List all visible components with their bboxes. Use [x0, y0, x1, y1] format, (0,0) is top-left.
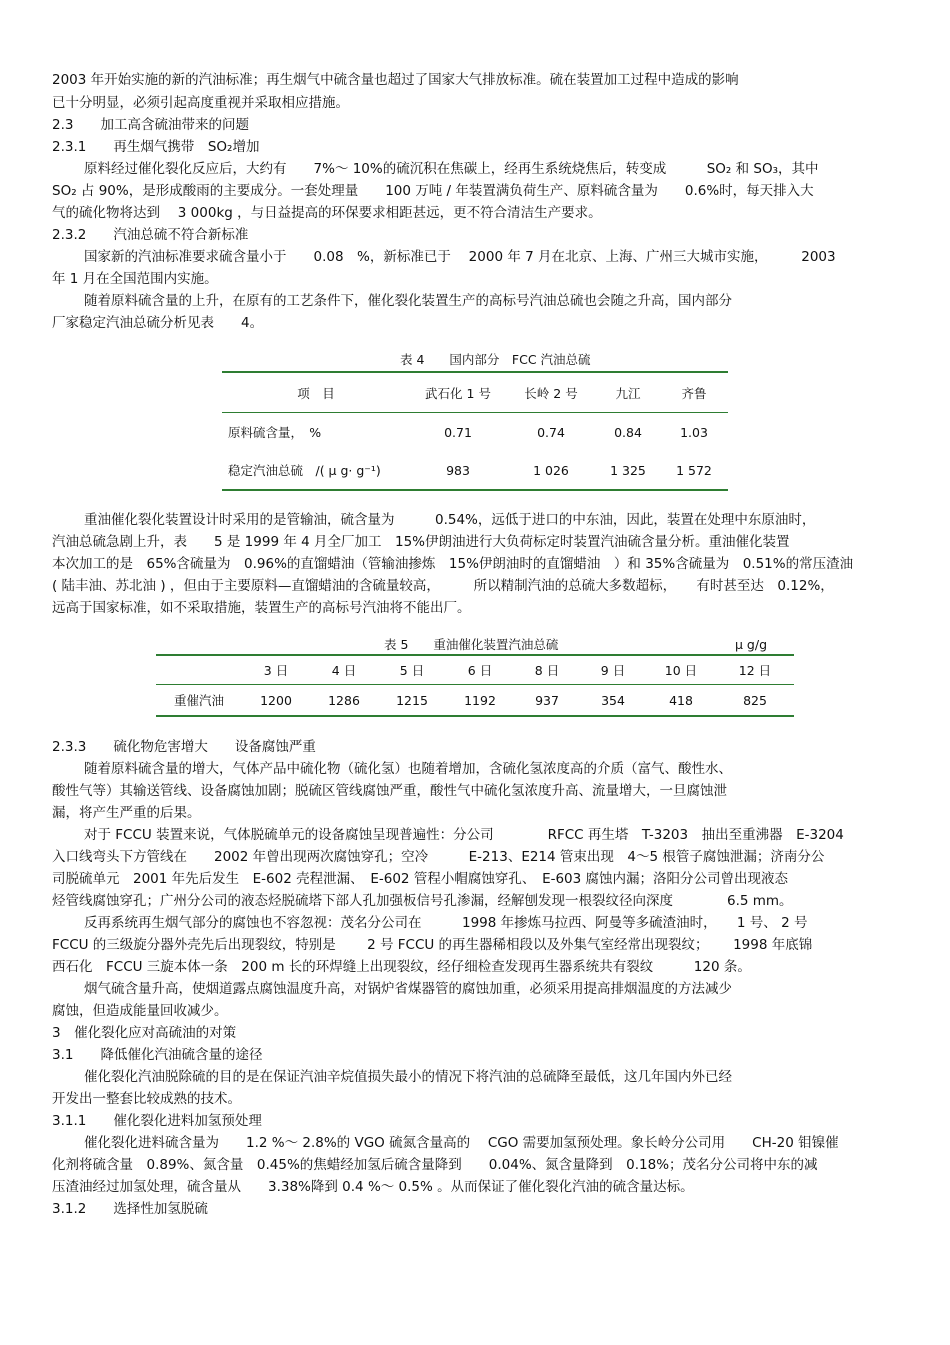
body-line: 腐蚀，但造成能量回收减少。 [52, 1003, 228, 1019]
table-row [222, 413, 728, 452]
table-cell: 1.03 [680, 424, 708, 440]
body-line: 汽油总硫急剧上升，表 5 是 1999 年 4 月全厂加工 15%伊朗油进行大负荷标定时装置汽油硫含量分析。重油催化装置 [52, 534, 790, 550]
table-cell: 1286 [328, 692, 360, 708]
table-cell: 937 [535, 692, 559, 708]
table-header-cell [156, 655, 242, 685]
body-line: 对于 FCCU 装置来说，气体脱硫单元的设备腐蚀呈现普遍性：分公司 RFCC 再生塔 T-3203 抽出至重沸器 E-3204 [84, 827, 844, 843]
table-header-cell: 4 日 [310, 655, 378, 685]
body-line: 气的硫化物将达到 3 000kg ，与日益提高的环保要求相距甚远，更不符合清洁生产要求。 [52, 205, 602, 221]
body-line: 烟气硫含量升高，使烟道露点腐蚀温度升高，对锅炉省煤器管的腐蚀加重，必须采用提高排烟温度的方法减少 [84, 981, 732, 997]
table-cell: 354 [601, 692, 625, 708]
table-cell: 1 572 [676, 462, 712, 478]
body-line: 已十分明显，必须引起高度重视并采取相应措施。 [52, 95, 349, 111]
table5 [156, 654, 794, 717]
table-cell: 825 [743, 692, 767, 708]
table-header-cell: 6 日 [446, 655, 514, 685]
table-cell: 1200 [260, 692, 292, 708]
body-line: 远高于国家标准，如不采取措施，装置生产的高标号汽油将不能出厂。 [52, 600, 471, 616]
body-line: 随着原料硫含量的上升，在原有的工艺条件下，催化裂化装置生产的高标号汽油总硫也会随之升高，国内部分 [84, 293, 732, 309]
body-line: 烃管线腐蚀穿孔；广州分公司的液态烃脱硫塔下部人孔加强板信号孔渗漏，经解刨发现一根裂纹径向深度 6.5 mm。 [52, 893, 793, 909]
table-header-row [222, 372, 728, 413]
table-header-cell: 项 目 [222, 372, 410, 413]
body-line: 西石化 FCCU 三旋本体一条 200 m 长的环焊缝上出现裂纹，经仔细检查发现再生器系统共有裂纹 120 条。 [52, 959, 751, 975]
table-cell: 1 026 [533, 462, 569, 478]
body-line: 本次加工的是 65%含硫量为 0.96%的直馏蜡油（管输油掺炼 15%伊朗油时的直馏蜡油 ）和 35%含硫量为 0.51%的常压渣油 [52, 556, 854, 572]
table-cell: 983 [446, 462, 470, 478]
table-header-cell: 九江 [596, 372, 660, 413]
table-header-cell: 齐鲁 [660, 372, 728, 413]
table5-caption: 表 5 重油催化装置汽油总硫 [384, 637, 559, 652]
body-line: 国家新的汽油标准要求硫含量小于 0.08 %，新标准已于 2000 年 7 月在北京、上海、广州三大城市实施， 2003 [84, 249, 836, 265]
body-line: ( 陆丰油、苏北油 ) ，但由于主要原料—直馏蜡油的含硫量较高， 所以精制汽油的总硫大多数超标， 有时甚至达 0.12%， [52, 578, 834, 594]
subsection-heading: 2.3.1 再生烟气携带 SO₂增加 [52, 139, 260, 155]
section-heading: 2.3 加工高含硫油带来的问题 [52, 117, 249, 133]
subsection-heading: 2.3.3 硫化物危害增大 设备腐蚀严重 [52, 739, 316, 755]
body-line: 厂家稳定汽油总硫分析见表 4。 [52, 315, 264, 331]
body-line: 开发出一整套比较成熟的技术。 [52, 1091, 241, 1107]
table-cell: 0.74 [537, 424, 565, 440]
body-line: SO₂ 占 90%，是形成酸雨的主要成分。一套处理量 100 万吨 / 年装置满负荷生产、原料硫含量为 0.6%时，每天排入大 [52, 183, 814, 199]
table-header-cell: 武石化 1 号 [410, 372, 506, 413]
body-line: 重油催化裂化装置设计时采用的是管输油，硫含量为 0.54%，远低于进口的中东油，因此，装置在处理中东原油时， [84, 512, 816, 528]
table-cell: 0.71 [444, 424, 472, 440]
subsection-heading: 2.3.2 汽油总硫不符合新标准 [52, 227, 249, 243]
table-header-cell: 3 日 [242, 655, 310, 685]
body-line: 2003 年开始实施的新的汽油标准；再生烟气中硫含量也超过了国家大气排放标准。硫在装置加工过程中造成的影响 [52, 72, 739, 88]
body-line: 司脱硫单元 2001 年先后发生 E-602 壳程泄漏、 E-602 管程小帽腐蚀穿孔、 E-603 腐蚀内漏；洛阳分公司曾出现液态 [52, 871, 789, 887]
table-cell: 418 [669, 692, 693, 708]
body-line: 入口线弯头下方管线在 2002 年曾出现两次腐蚀穿孔；空冷 E-213、E214 管束出现 4～5 根管子腐蚀泄漏；济南分公 [52, 849, 825, 865]
table-row [222, 451, 728, 490]
body-line: 年 1 月在全国范围内实施。 [52, 271, 218, 287]
table-header-cell: 9 日 [580, 655, 646, 685]
table-header-cell: 长岭 2 号 [506, 372, 596, 413]
body-line: 压渣油经过加氢处理，硫含量从 3.38%降到 0.4 %～ 0.5% 。从而保证了催化裂化汽油的硫含量达标。 [52, 1179, 694, 1195]
body-line: 随着原料硫含量的增大，气体产品中硫化物（硫化氢）也随着增加，含硫化氢浓度高的介质（富气、酸性水、 [84, 761, 732, 777]
table-cell: 1192 [464, 692, 496, 708]
table-cell: 稳定汽油总硫 /( μ g· g⁻¹) [228, 463, 381, 478]
body-line: 漏，将产生严重的后果。 [52, 805, 201, 821]
body-line: 原料经过催化裂化反应后，大约有 7%～ 10%的硫沉积在焦碳上，经再生系统烧焦后，转变成 SO₂ 和 SO₃，其中 [84, 161, 819, 177]
table5-unit: μ g/g [735, 637, 768, 652]
table-cell: 1 325 [610, 462, 646, 478]
section-heading: 3.1 降低催化汽油硫含量的途径 [52, 1047, 263, 1063]
table-row [156, 685, 794, 717]
table-cell: 重催汽油 [173, 693, 224, 708]
body-line: 酸性气等）其输送管线、设备腐蚀加剧；脱硫区管线腐蚀严重，酸性气中硫化氢浓度升高、流量增大，一旦腐蚀泄 [52, 783, 727, 799]
body-line: 化剂将硫含量 0.89%、氮含量 0.45%的焦蜡经加氢后硫含量降到 0.04%、氮含量降到 0.18%；茂名分公司将中东的减 [52, 1157, 818, 1173]
table-cell: 0.84 [614, 424, 642, 440]
subsection-heading: 3.1.1 催化裂化进料加氢预处理 [52, 1113, 262, 1129]
body-line: 反再系统再生烟气部分的腐蚀也不容忽视：茂名分公司在 1998 年掺炼马拉西、阿曼等多硫渣油时， 1 号、 2 号 [84, 915, 808, 931]
body-line: FCCU 的三级旋分器外壳先后出现裂纹，特别是 2 号 FCCU 的再生器稀相段以及外集气室经常出现裂纹； 1998 年底锦 [52, 937, 813, 953]
table-cell: 原料硫含量， % [228, 425, 322, 440]
table-header-cell: 5 日 [378, 655, 446, 685]
subsection-heading: 3.1.2 选择性加氢脱硫 [52, 1201, 208, 1217]
body-line: 催化裂化进料硫含量为 1.2 %～ 2.8%的 VGO 硫氮含量高的 CGO 需要加氢预处理。象长岭分公司用 CH-20 钼镍催 [84, 1135, 839, 1151]
table-header-cell: 8 日 [514, 655, 580, 685]
table4-caption: 表 4 国内部分 FCC 汽油总硫 [400, 352, 591, 367]
table-header-cell: 10 日 [646, 655, 716, 685]
body-line: 催化裂化汽油脱除硫的目的是在保证汽油辛烷值损失最小的情况下将汽油的总硫降至最低，这几年国内外已经 [84, 1069, 732, 1085]
table-header-cell: 12 日 [716, 655, 794, 685]
table-cell: 1215 [396, 692, 428, 708]
section-heading: 3 催化裂化应对高硫油的对策 [52, 1025, 237, 1041]
table-header-row [156, 655, 794, 685]
table4 [222, 371, 728, 491]
